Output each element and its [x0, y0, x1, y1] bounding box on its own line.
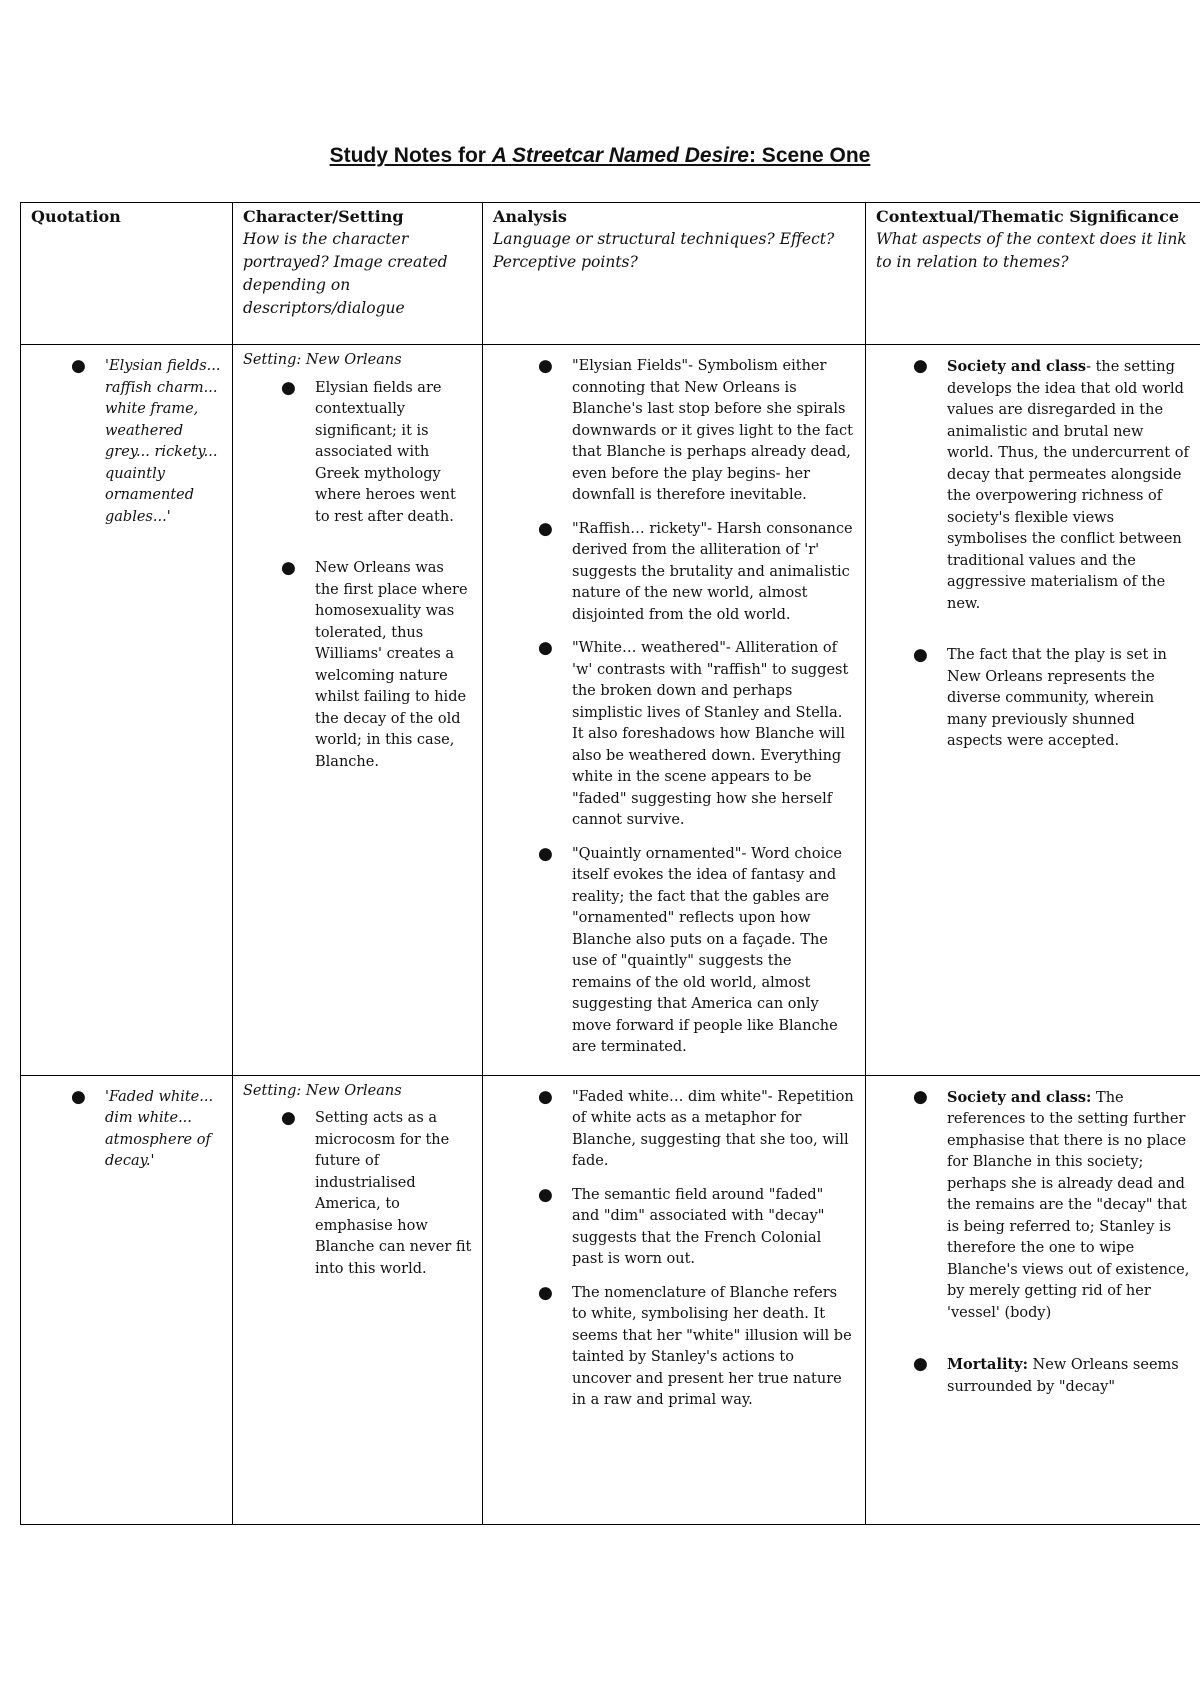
analysis-point: ● The semantic field around "faded" and "dim" associated with "decay" suggests that the French Colonial past is worn out. — [572, 1185, 855, 1271]
setting-label: Setting: New Orleans — [243, 352, 402, 368]
analysis-point: ● The nomenclature of Blanche refers to white, symbolising her death. It seems that her "white" illusion will be tainted by Stanley's actions to uncover and present her true nature in a raw and primal way. — [572, 1283, 855, 1412]
study-notes-table — [20, 202, 1200, 1525]
header-context-title: Contextual/Thematic Significance — [876, 207, 1180, 226]
header-analysis — [483, 203, 866, 345]
header-character — [233, 203, 483, 345]
header-quotation — [21, 203, 233, 345]
context-point-heading: Mortality: — [947, 1356, 1028, 1373]
context-point — [947, 356, 1190, 615]
context-cell — [866, 345, 1200, 1076]
quotation-text: ● 'Elysian fields... raffish charm... white frame, weathered grey... rickety... quaintly ornamented gables...' — [105, 356, 222, 528]
header-context — [866, 203, 1200, 345]
table-row — [21, 1075, 1200, 1524]
context-point-text: The fact that the play is set in New Orleans represents the diverse community, wherein many previously shunned aspects were accepted. — [947, 647, 1167, 749]
analysis-point: ● "Quaintly ornamented"- Word choice itself evokes the idea of fantasy and reality; the fact that the gables are "ornamented" reflects upon how Blanche also puts on a façade. The use of "quaintly" suggests the remains of the old world, almost suggesting that America can only move forward if people like Blanche are terminated. — [572, 844, 855, 1059]
context-point — [947, 1354, 1190, 1398]
title-prefix: Study Notes for — [329, 144, 492, 167]
analysis-point: ● "Raffish… rickety"- Harsh consonance derived from the alliteration of 'r' suggests the brutality and animalistic nature of the new world, almost disjointed from the old world. — [572, 519, 855, 627]
header-quotation-title: Quotation — [31, 207, 121, 226]
character-point: ● Elysian fields are contextually significant; it is associated with Greek mythology where heroes went to rest after death. — [315, 378, 472, 529]
title-play-name: A Streetcar Named Desire — [491, 144, 749, 167]
header-analysis-title: Analysis — [493, 207, 567, 226]
context-cell — [866, 1075, 1200, 1524]
quotation-cell — [21, 345, 233, 1076]
header-character-title: Character/Setting — [243, 207, 404, 226]
quotation-text: ● 'Faded white... dim white... atmosphere of decay.' — [105, 1087, 222, 1173]
analysis-cell — [483, 1075, 866, 1524]
character-point: ● New Orleans was the first place where homosexuality was tolerated, thus Williams' creates a welcoming nature whilst failing to hide the decay of the old world; in this case, Blanche. — [315, 558, 472, 773]
analysis-point: ● "Elysian Fields"- Symbolism either connoting that New Orleans is Blanche's last stop before she spirals downwards or it gives light to the fact that Blanche is perhaps already dead, even before the play begins- her downfall is therefore inevitable. — [572, 356, 855, 507]
character-cell — [233, 1075, 483, 1524]
setting-label: Setting: New Orleans — [243, 1082, 402, 1099]
header-row — [21, 203, 1200, 345]
table-row — [21, 345, 1200, 1076]
context-point-heading: Society and class — [947, 358, 1087, 375]
context-point-text: - the setting develops the idea that old world values are disregarded in the animalistic and brutal new world. Thus, the undercurrent of decay that permeates alongside the overpowering richness of society's flexible views symbolises the conflict between traditional values and the aggressive materialism of the new. — [947, 359, 1189, 612]
page-title — [0, 144, 1200, 168]
title-suffix: : Scene One — [748, 144, 871, 167]
character-point: ● Setting acts as a microcosm for the future of industrialised America, to emphasise how Blanche can never fit into this world. — [315, 1108, 472, 1280]
context-point — [947, 645, 1190, 753]
analysis-point: ● "White… weathered"- Alliteration of 'w' contrasts with "raffish" to suggest the broken down and perhaps simplistic lives of Stanley and Stella. It also foreshadows how Blanche will also be weathered down. Everything white in the scene appears to be "faded" suggesting how she herself cannot survive. — [572, 638, 855, 832]
context-point — [947, 1087, 1190, 1325]
quotation-cell — [21, 1075, 233, 1524]
header-character-subtitle: How is the character portrayed? Image created depending on descriptors/dialogue — [243, 229, 448, 317]
character-cell — [233, 345, 483, 1076]
context-point-text: The references to the setting further emphasise that there is no place for Blanche in this society; perhaps she is already dead and the remains are the "decay" that is being referred to; Stanley is therefore the one to wipe Blanche's views out of existence, by merely getting rid of her 'vessel' (body) — [947, 1089, 1190, 1321]
analysis-cell — [483, 345, 866, 1076]
header-analysis-subtitle: Language or structural techniques? Effect? Perceptive points? — [493, 229, 835, 271]
header-context-subtitle: What aspects of the context does it link to in relation to themes? — [876, 229, 1187, 271]
analysis-point: ● "Faded white… dim white"- Repetition of white acts as a metaphor for Blanche, suggesting that she too, will fade. — [572, 1087, 855, 1173]
context-point-text: New Orleans seems surrounded by "decay" — [947, 1357, 1179, 1395]
context-point-heading: Society and class: — [947, 1088, 1092, 1106]
